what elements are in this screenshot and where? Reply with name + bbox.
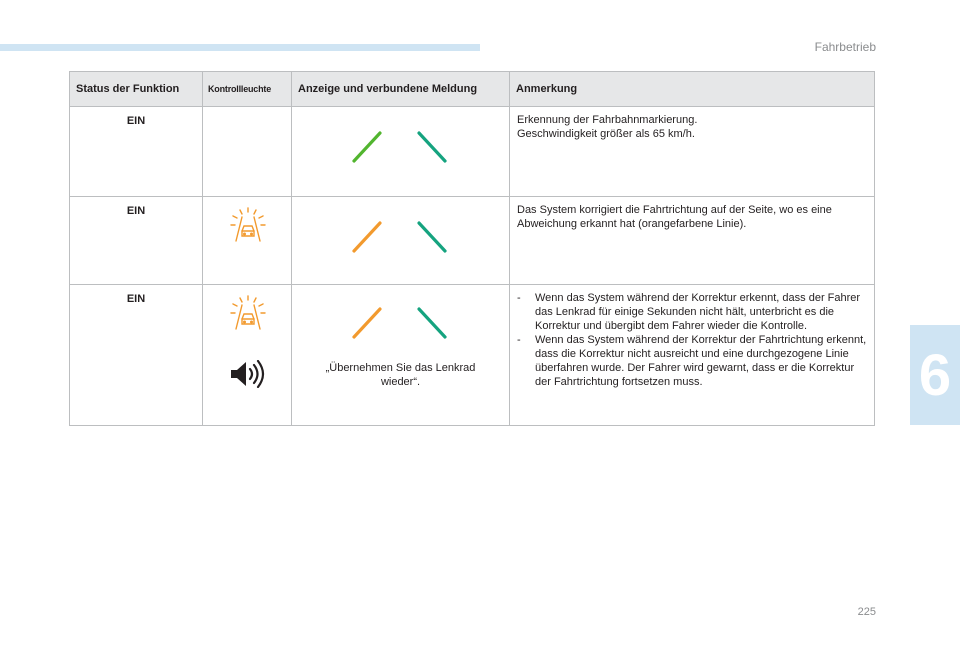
driver-message: „Übernehmen Sie das Lenkrad wieder“. (325, 362, 476, 388)
status-cell: EIN (70, 197, 203, 285)
right-lane-line (419, 223, 445, 251)
table-header-row (70, 72, 875, 107)
header-status: Status der Funktion (70, 72, 203, 107)
left-lane-line (354, 223, 380, 251)
right-lane-line (419, 309, 445, 337)
lane-lines-icon (352, 130, 447, 164)
remark-cell (510, 285, 875, 426)
table-row (70, 107, 875, 197)
status-cell: EIN (70, 285, 203, 426)
speaker-icon (229, 360, 267, 388)
lamp-cell (203, 107, 292, 197)
header-display: Anzeige und verbundene Meldung (292, 72, 510, 107)
remark-cell (510, 107, 875, 197)
right-lane-line (419, 133, 445, 161)
header-lamp: Kontrollleuchte (203, 72, 292, 107)
lane-lines-icon (352, 306, 447, 340)
list-item: - Wenn das System während der Korrektur der Fahrtrichtung erkennt, dass die Korrektur nicht ausreicht und eine durchgezogene Linie überfahren wurde. Der Fahrer wird gewarnt, dass er die Korrektur der Fahrtrichtung fortsetzen muss. (517, 333, 868, 389)
display-cell (292, 197, 510, 285)
table-row (70, 285, 875, 426)
remark-cell: Das System korrigiert die Fahrtrichtung auf der Seite, wo es eine Abweichung erkannt hat (orangefarbene Linie). (510, 197, 875, 285)
remark-line: Geschwindigkeit größer als 65 km/h. (517, 128, 695, 140)
display-cell (292, 285, 510, 426)
function-table (69, 71, 875, 426)
chapter-tab: 6 (910, 325, 960, 425)
left-lane-line (354, 309, 380, 337)
list-item: - Wenn das System während der Korrektur erkennt, dass der Fahrer das Lenkrad für einige Sekunden nicht hält, unterbricht es die Korrektur und übergibt dem Fahrer wieder die Kontrolle. (517, 291, 868, 333)
display-cell (292, 107, 510, 197)
table-row (70, 197, 875, 285)
section-title: Fahrbetrieb (814, 40, 876, 54)
lane-lines-icon (352, 220, 447, 254)
lamp-cell (203, 197, 292, 285)
header-accent-bar (0, 44, 480, 51)
header-remark: Anmerkung (510, 72, 875, 107)
page-number: 225 (857, 606, 876, 618)
left-lane-line (354, 133, 380, 161)
status-cell: EIN (70, 107, 203, 197)
remark-list (517, 291, 868, 389)
lamp-cell (203, 285, 292, 426)
lane-departure-warning-icon (228, 294, 268, 332)
lane-departure-warning-icon (228, 206, 268, 244)
remark-line: Erkennung der Fahrbahnmarkierung. (517, 114, 698, 126)
